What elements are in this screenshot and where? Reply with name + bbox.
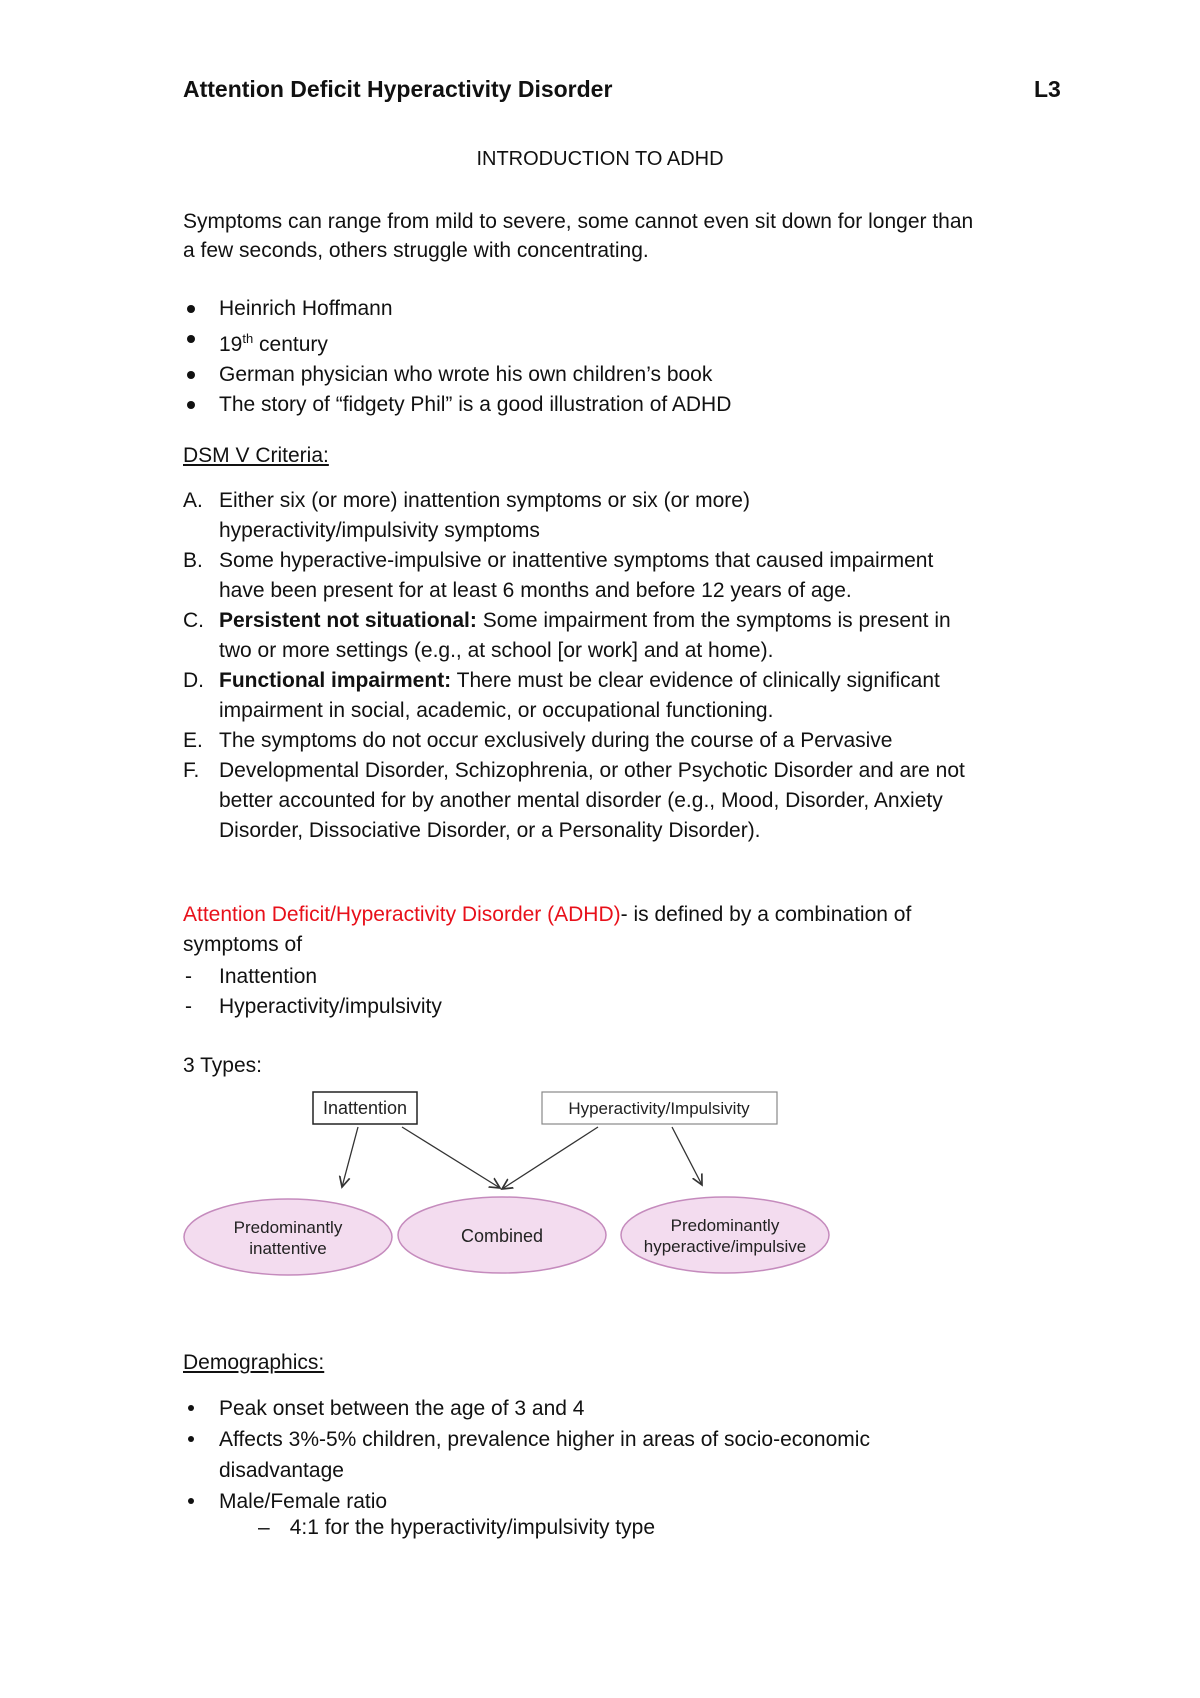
hoffmann-list (183, 294, 1043, 420)
predominantly-inattentive-node (184, 1199, 392, 1275)
svg-text:inattentive: inattentive (249, 1239, 327, 1258)
criteria-list (183, 486, 1023, 846)
intro-paragraph (183, 207, 1043, 265)
sub-list-item: – 4:1 for the hyperactivity/impulsivity type (258, 1516, 656, 1539)
bullet-icon (188, 1405, 194, 1411)
bullet-icon (187, 371, 195, 379)
list-item: Peak onset between the age of 3 and 4 (183, 1393, 1043, 1424)
adhd-term: Attention Deficit/Hyperactivity Disorder (ADHD) (183, 903, 621, 926)
list-item: The story of “fidgety Phil” is a good illustration of ADHD (183, 390, 1043, 420)
dash-icon: – (258, 1516, 270, 1539)
list-item: 19th century (183, 324, 1043, 360)
list-item: German physician who wrote his own children’s book (183, 360, 1043, 390)
list-item: Male/Female ratio (183, 1486, 1043, 1517)
predominantly-hyperactive-node (621, 1197, 829, 1273)
dsm-criteria-label: DSM V Criteria: (183, 444, 329, 467)
paragraph-line: Symptoms can range from mild to severe, some cannot even sit down for longer than (183, 210, 974, 233)
list-item-continuation: disadvantage (219, 1459, 344, 1482)
demographics-label: Demographics: (183, 1351, 325, 1374)
demographics-list (183, 1393, 1043, 1517)
types-label: 3 Types: (183, 1054, 262, 1077)
bullet-icon (188, 1498, 194, 1504)
arrow (342, 1127, 358, 1187)
list-item: - Hyperactivity/impulsivity (185, 995, 442, 1018)
adhd-definition: Attention Deficit/Hyperactivity Disorder (ADHD)- is defined by a combination of symptoms of (183, 903, 912, 956)
criterion-d: D. Functional impairment: There must be clear evidence of clinically significant impairment in social, academic, or occupational functioning. (183, 669, 940, 722)
bullet-icon (187, 401, 195, 409)
lecture-code: L3 (1034, 76, 1061, 102)
criterion-c: C. Persistent not situational: Some impairment from the symptoms is present in two or more settings (e.g., at school [or work] and at home). (183, 609, 951, 662)
criterion-f: F. Developmental Disorder, Schizophrenia, or other Psychotic Disorder and are not better accounted for by another mental disorder (e.g., Mood, Disorder, Anxiety Disorder, Dissociative Disorder, or a Personality Disorder). (183, 759, 965, 842)
svg-text:Predominantly: Predominantly (233, 1218, 343, 1237)
inattention-label: Inattention (322, 1098, 408, 1118)
hyperactivity-label: Hyperactivity/Impulsivity (568, 1099, 750, 1118)
arrow (672, 1127, 702, 1185)
criterion-b: B. Some hyperactive-impulsive or inattentive symptoms that caused impairment have been present for at least 6 months and before 12 years of age. (183, 549, 934, 602)
arrow (502, 1127, 598, 1189)
svg-text:hyperactive/impulsive: hyperactive/impulsive (643, 1237, 807, 1256)
paragraph-line: a few seconds, others struggle with concentrating. (183, 239, 649, 262)
svg-text:Combined: Combined (460, 1226, 544, 1246)
list-item: Heinrich Hoffmann (183, 294, 1043, 324)
criterion-e: E. The symptoms do not occur exclusively during the course of a Pervasive (183, 729, 893, 752)
arrow (402, 1127, 500, 1188)
svg-text:Predominantly: Predominantly (670, 1216, 780, 1235)
list-item: - Inattention (185, 965, 318, 988)
bullet-icon (187, 335, 195, 343)
bullet-icon (188, 1436, 194, 1442)
symptom-list (183, 962, 1043, 1022)
criterion-a: A. Either six (or more) inattention symptoms or six (or more) hyperactivity/impulsivity symptoms (183, 489, 750, 542)
document-title: Attention Deficit Hyperactivity Disorder (183, 76, 613, 102)
adhd-types-diagram (180, 1085, 840, 1285)
list-item: Affects 3%-5% children, prevalence higher in areas of socio-economic (183, 1424, 1043, 1455)
bullet-icon (187, 305, 195, 313)
section-heading: INTRODUCTION TO ADHD (476, 148, 724, 170)
